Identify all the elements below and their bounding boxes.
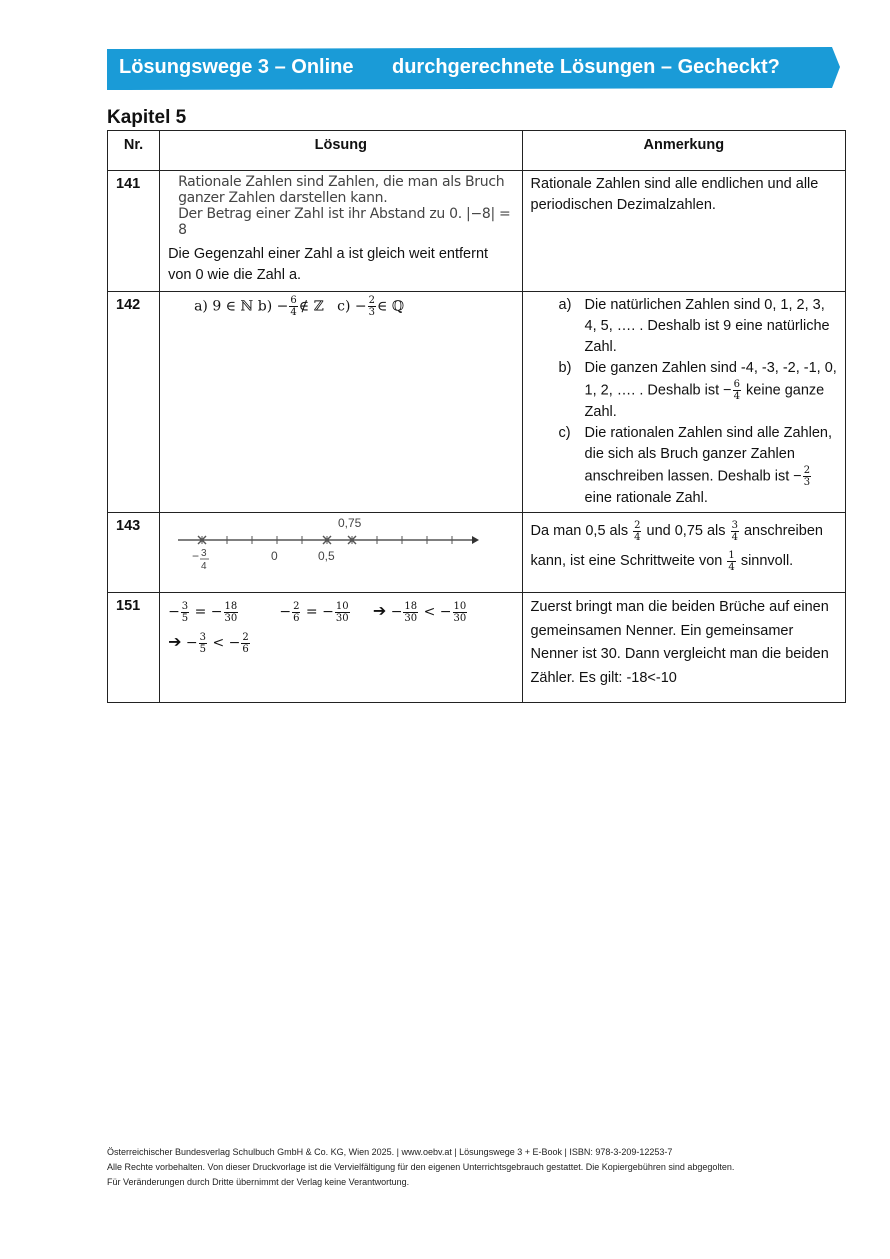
- list-text: keine ganze Zahl.: [584, 382, 825, 420]
- solutions-table: [107, 130, 846, 703]
- list-label: a): [558, 297, 572, 313]
- header-nr: Nr.: [108, 131, 160, 171]
- solution-cell: [160, 292, 522, 513]
- table-header-row: [108, 131, 846, 171]
- label-zero: 0: [271, 549, 278, 563]
- fraction: $\frac{2}{3}$: [368, 295, 375, 318]
- part-c: c) −: [337, 298, 367, 315]
- table-row: [108, 292, 846, 513]
- note-text: und 0,75 als: [646, 523, 726, 539]
- arrow-icon: ➔: [168, 632, 182, 651]
- set-membership: [168, 295, 513, 318]
- label-half: 0,5: [318, 549, 335, 563]
- arrow-icon: ➔: [372, 601, 387, 620]
- fraction: $\frac{1}{4}$: [728, 549, 735, 573]
- scan-line: Rationale Zahlen sind Zahlen, die man als Bruch: [178, 174, 505, 190]
- row-number: 142: [108, 292, 160, 513]
- table-row: [108, 513, 846, 593]
- footer-line: Österreichischer Bundesverlag Schulbuch GmbH & Co. KG, Wien 2025. | www.oebv.at | Lösungswege 3 + E-Book | ISBN: 978-3-209-12253-7: [107, 1147, 673, 1157]
- list-label: c): [558, 425, 571, 441]
- solution-cell: [160, 171, 522, 292]
- list-text: Die ganzen Zahlen sind -4, -3, -2, -1, 0, 1, 2, …. . Deshalb ist −: [584, 360, 837, 399]
- note-list: [531, 295, 837, 509]
- label-neg-sign: −: [192, 549, 200, 563]
- list-label: b): [558, 360, 572, 376]
- row-number: 151: [108, 593, 160, 703]
- scan-line: Der Betrag einer Zahl ist ihr Abstand zu 0. |−8| = 8: [178, 206, 511, 238]
- footer-line: Für Veränderungen durch Dritte übernimmt der Verlag keine Verantwortung.: [107, 1177, 410, 1187]
- fraction: $\frac{2}{4}$: [634, 519, 641, 543]
- note-text: Da man 0,5 als: [530, 523, 629, 539]
- footer-line: Alle Rechte vorbehalten. Von dieser Druckvorlage ist die Vervielfältigung für den eigenen Unterrichtsgebrauch gestattet. Die Kopiergebühren sind abgegolten.: [107, 1162, 735, 1172]
- table-row: [108, 593, 846, 703]
- chapter-title: Kapitel 5: [107, 107, 187, 128]
- part-b: b) −: [257, 298, 289, 315]
- fraction: $\frac{3}{4}$: [731, 519, 738, 543]
- inequality: − $\frac{3}{5}$ < − $\frac{2}{6}$: [185, 631, 249, 655]
- set-symbol: ∉ ℤ: [298, 298, 324, 315]
- fraction: $\frac{2}{3}$: [803, 465, 811, 488]
- note-cell: Zuerst bringt man die beiden Brüche auf einen gemeinsamen Nenner. Ein gemeinsamer Nenner ist 30. Dann vergleicht man die beiden Zähler. Es gilt: -18<-10: [522, 593, 845, 703]
- solution-cell: [160, 513, 522, 593]
- number-line: [172, 516, 482, 572]
- header-loesung: Lösung: [160, 131, 522, 171]
- fraction: $\frac{6}{4}$: [290, 295, 297, 318]
- row-number: 143: [108, 513, 160, 593]
- label-neg-den: 4: [201, 561, 207, 572]
- inequality: − $\frac{18}{30}$ < − $\frac{10}{30}$: [390, 600, 467, 624]
- header-banner: [107, 47, 840, 90]
- equation: − $\frac{2}{6}$ = − $\frac{10}{30}$: [279, 600, 349, 624]
- note-cell: [522, 292, 845, 513]
- scanned-text: [168, 174, 513, 238]
- note-text: anschreiben kann, ist eine Schrittweite von: [530, 523, 823, 569]
- solution-text: Die Gegenzahl einer Zahl a ist gleich weit entfernt von 0 wie die Zahl a.: [168, 246, 489, 283]
- solution-cell: [160, 593, 522, 703]
- equation-line: [168, 627, 513, 658]
- note-cell: [522, 513, 845, 593]
- set-symbol: ∈ ℚ: [377, 298, 405, 315]
- header-title: Lösungswege 3 – Online: [119, 56, 354, 78]
- list-text: Die natürlichen Zahlen sind 0, 1, 2, 3, 4, 5, …. . Deshalb ist 9 eine natürliche Zahl.: [584, 297, 830, 355]
- equation-line: [168, 596, 513, 627]
- axis-arrow: [472, 536, 479, 544]
- list-item: [531, 295, 837, 358]
- header-anmerkung: Anmerkung: [522, 131, 845, 171]
- fraction: $\frac{6}{4}$: [733, 379, 741, 402]
- scan-line: ganzer Zahlen darstellen kann.: [178, 190, 388, 206]
- note-cell: Rationale Zahlen sind alle endlichen und alle periodischen Dezimalzahlen.: [522, 171, 845, 292]
- label-neg-num: 3: [201, 548, 207, 559]
- list-text: eine rationale Zahl.: [584, 490, 708, 506]
- row-number: 141: [108, 171, 160, 292]
- label-075: 0,75: [338, 516, 362, 530]
- list-text: Die rationalen Zahlen sind alle Zahlen, die sich als Bruch ganzer Zahlen anschreiben lassen. Deshalb ist −: [584, 425, 833, 485]
- table-row: [108, 171, 846, 292]
- list-item: [531, 423, 837, 509]
- header-subtitle: durchgerechnete Lösungen – Gecheckt?: [392, 56, 780, 78]
- footer: [107, 1145, 734, 1190]
- equation: − $\frac{3}{5}$ = − $\frac{18}{30}$: [168, 600, 238, 624]
- note-text: sinnvoll.: [740, 553, 794, 569]
- part-a: a) 9 ∈ ℕ: [194, 298, 254, 315]
- list-item: [531, 358, 837, 423]
